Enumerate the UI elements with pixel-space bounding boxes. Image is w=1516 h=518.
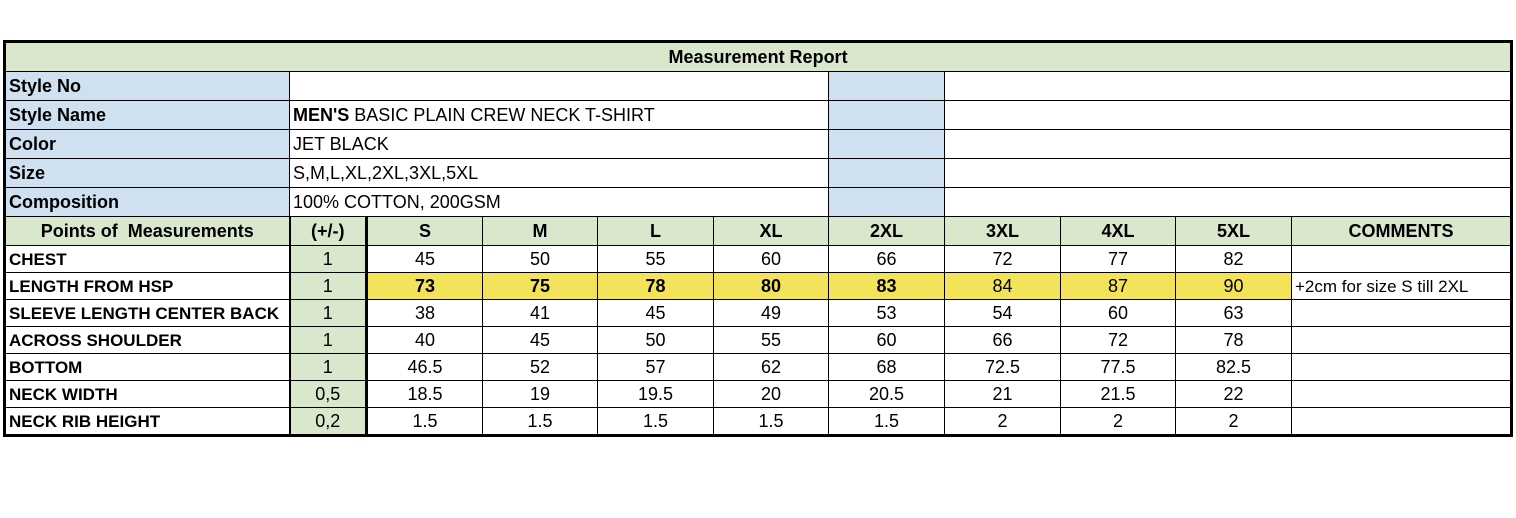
value-cell[interactable]: 50 xyxy=(598,327,714,354)
value-cell[interactable]: 77.5 xyxy=(1061,354,1176,381)
value-cell[interactable]: 78 xyxy=(598,273,714,300)
tolerance-cell[interactable]: 0,5 xyxy=(290,381,367,408)
table-row xyxy=(6,381,1511,408)
table-row xyxy=(6,246,1511,273)
value-cell[interactable]: 90 xyxy=(1176,273,1292,300)
value-cell[interactable]: 55 xyxy=(714,327,829,354)
value-cell[interactable]: 41 xyxy=(483,300,598,327)
value-cell[interactable]: 66 xyxy=(829,246,945,273)
size-header: 2XL xyxy=(829,217,945,246)
value-cell[interactable]: 72 xyxy=(945,246,1061,273)
value-cell[interactable]: 1.5 xyxy=(483,408,598,435)
pom-cell: LENGTH FROM HSP xyxy=(6,273,290,300)
tolerance-header: (+/-) xyxy=(290,217,367,246)
composition-value[interactable]: 100% COTTON, 200GSM xyxy=(290,188,829,217)
comments-header: COMMENTS xyxy=(1292,217,1511,246)
composition-label: Composition xyxy=(6,188,290,217)
tolerance-cell[interactable]: 1 xyxy=(290,273,367,300)
size-header: M xyxy=(483,217,598,246)
value-cell[interactable]: 45 xyxy=(367,246,483,273)
value-cell[interactable]: 57 xyxy=(598,354,714,381)
value-cell[interactable]: 46.5 xyxy=(367,354,483,381)
tolerance-cell[interactable]: 1 xyxy=(290,246,367,273)
size-header: 5XL xyxy=(1176,217,1292,246)
value-cell[interactable]: 21 xyxy=(945,381,1061,408)
table-row xyxy=(6,273,1511,300)
info-blank-cell xyxy=(829,101,945,130)
tolerance-cell[interactable]: 1 xyxy=(290,300,367,327)
report-title: Measurement Report xyxy=(6,43,1511,72)
size-header: XL xyxy=(714,217,829,246)
value-cell[interactable]: 53 xyxy=(829,300,945,327)
value-cell[interactable]: 20.5 xyxy=(829,381,945,408)
info-blank-cell xyxy=(829,188,945,217)
style-name-bold: MEN'S xyxy=(293,105,350,125)
comment-cell[interactable] xyxy=(1292,381,1511,408)
info-blank-cell xyxy=(829,72,945,101)
value-cell[interactable]: 78 xyxy=(1176,327,1292,354)
value-cell[interactable]: 60 xyxy=(829,327,945,354)
value-cell[interactable]: 49 xyxy=(714,300,829,327)
comment-cell[interactable] xyxy=(1292,408,1511,435)
tolerance-cell[interactable]: 0,2 xyxy=(290,408,367,435)
color-label: Color xyxy=(6,130,290,159)
value-cell[interactable]: 18.5 xyxy=(367,381,483,408)
value-cell[interactable]: 75 xyxy=(483,273,598,300)
info-extra-cell[interactable] xyxy=(945,101,1511,130)
value-cell[interactable]: 87 xyxy=(1061,273,1176,300)
value-cell[interactable]: 62 xyxy=(714,354,829,381)
value-cell[interactable]: 1.5 xyxy=(714,408,829,435)
style-name-label: Style Name xyxy=(6,101,290,130)
pom-header: Points of Measurements xyxy=(6,217,290,246)
size-value[interactable]: S,M,L,XL,2XL,3XL,5XL xyxy=(290,159,829,188)
style-no-label: Style No xyxy=(6,72,290,101)
pom-cell: SLEEVE LENGTH CENTER BACK xyxy=(6,300,290,327)
value-cell[interactable]: 19 xyxy=(483,381,598,408)
value-cell[interactable]: 2 xyxy=(1176,408,1292,435)
size-header: S xyxy=(367,217,483,246)
table-row xyxy=(6,327,1511,354)
color-value[interactable]: JET BLACK xyxy=(290,130,829,159)
style-name-value[interactable] xyxy=(290,101,829,130)
value-cell[interactable]: 19.5 xyxy=(598,381,714,408)
size-header: 4XL xyxy=(1061,217,1176,246)
value-cell[interactable]: 72.5 xyxy=(945,354,1061,381)
value-cell[interactable]: 83 xyxy=(829,273,945,300)
table-row xyxy=(6,300,1511,327)
value-cell[interactable]: 20 xyxy=(714,381,829,408)
value-cell[interactable]: 2 xyxy=(945,408,1061,435)
value-cell[interactable]: 66 xyxy=(945,327,1061,354)
comment-cell[interactable] xyxy=(1292,327,1511,354)
size-header: L xyxy=(598,217,714,246)
table-row xyxy=(6,354,1511,381)
tolerance-cell[interactable]: 1 xyxy=(290,354,367,381)
value-cell[interactable]: 38 xyxy=(367,300,483,327)
value-cell[interactable]: 2 xyxy=(1061,408,1176,435)
pom-cell: ACROSS SHOULDER xyxy=(6,327,290,354)
comment-cell[interactable] xyxy=(1292,354,1511,381)
comment-cell[interactable] xyxy=(1292,246,1511,273)
value-cell[interactable]: 60 xyxy=(714,246,829,273)
info-extra-cell[interactable] xyxy=(945,188,1511,217)
info-extra-cell[interactable] xyxy=(945,130,1511,159)
value-cell[interactable]: 40 xyxy=(367,327,483,354)
pom-cell: BOTTOM xyxy=(6,354,290,381)
measurement-report-table xyxy=(5,42,1511,435)
value-cell[interactable]: 60 xyxy=(1061,300,1176,327)
value-cell[interactable]: 50 xyxy=(483,246,598,273)
value-cell[interactable]: 1.5 xyxy=(829,408,945,435)
value-cell[interactable]: 63 xyxy=(1176,300,1292,327)
tolerance-cell[interactable]: 1 xyxy=(290,327,367,354)
value-cell[interactable]: 54 xyxy=(945,300,1061,327)
value-cell[interactable]: 21.5 xyxy=(1061,381,1176,408)
comment-cell[interactable]: +2cm for size S till 2XL xyxy=(1292,273,1511,300)
pom-cell: NECK WIDTH xyxy=(6,381,290,408)
value-cell[interactable]: 45 xyxy=(598,300,714,327)
value-cell[interactable]: 22 xyxy=(1176,381,1292,408)
style-no-value[interactable] xyxy=(290,72,829,101)
info-blank-cell xyxy=(829,130,945,159)
comment-cell[interactable] xyxy=(1292,300,1511,327)
size-label: Size xyxy=(6,159,290,188)
value-cell[interactable]: 84 xyxy=(945,273,1061,300)
value-cell[interactable]: 73 xyxy=(367,273,483,300)
value-cell[interactable]: 45 xyxy=(483,327,598,354)
info-extra-cell[interactable] xyxy=(945,72,1511,101)
value-cell[interactable]: 72 xyxy=(1061,327,1176,354)
pom-cell: NECK RIB HEIGHT xyxy=(6,408,290,435)
style-name-rest: BASIC PLAIN CREW NECK T-SHIRT xyxy=(349,105,655,125)
pom-cell: CHEST xyxy=(6,246,290,273)
value-cell[interactable]: 55 xyxy=(598,246,714,273)
value-cell[interactable]: 1.5 xyxy=(367,408,483,435)
value-cell[interactable]: 52 xyxy=(483,354,598,381)
info-extra-cell[interactable] xyxy=(945,159,1511,188)
value-cell[interactable]: 1.5 xyxy=(598,408,714,435)
value-cell[interactable]: 80 xyxy=(714,273,829,300)
value-cell[interactable]: 68 xyxy=(829,354,945,381)
value-cell[interactable]: 77 xyxy=(1061,246,1176,273)
size-header: 3XL xyxy=(945,217,1061,246)
value-cell[interactable]: 82.5 xyxy=(1176,354,1292,381)
value-cell[interactable]: 82 xyxy=(1176,246,1292,273)
table-row xyxy=(6,408,1511,435)
info-blank-cell xyxy=(829,159,945,188)
